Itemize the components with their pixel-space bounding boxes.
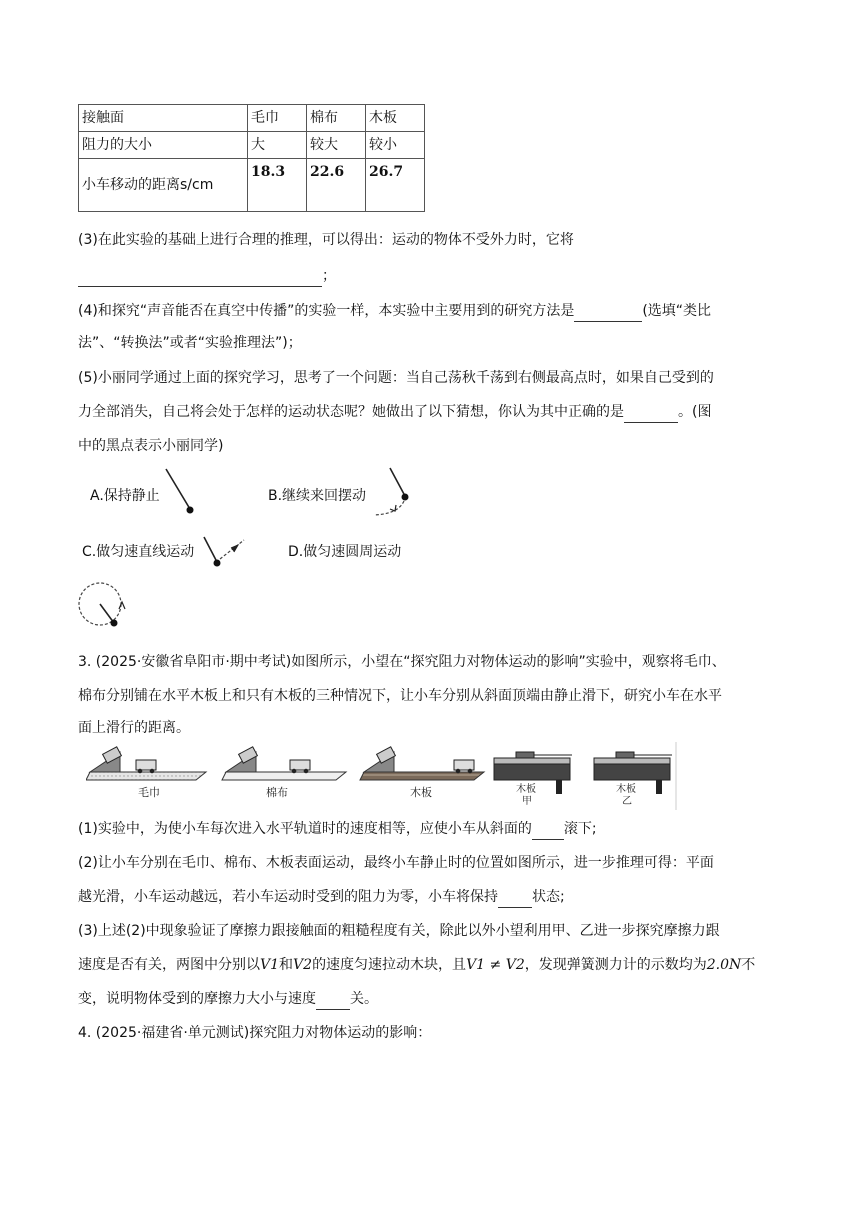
table-cell: 较大	[307, 132, 366, 159]
q4-intro-line	[78, 1022, 788, 1044]
answer-blank[interactable]	[532, 823, 564, 840]
table-header-row	[79, 105, 425, 132]
answer-blank[interactable]	[574, 305, 642, 322]
table-cell: 22.6	[307, 159, 366, 212]
fig-label: 木板	[516, 784, 536, 795]
q3-intro-text-b: 棉布分别铺在水平木板上和只有木板的三种情况下，让小车分别从斜面顶端由静止滑下，研究小车在水平	[78, 688, 722, 704]
force-value: 2.0N	[706, 957, 742, 973]
q3-part2-line2	[78, 886, 788, 908]
table-header-cell: 棉布	[307, 105, 366, 132]
fig-label: 木板	[616, 784, 636, 795]
fig-label: 毛巾	[138, 786, 160, 799]
answer-blank[interactable]	[316, 993, 350, 1010]
q2-part5-text: (5)小丽同学通过上面的探究学习，思考了一个问题：当自己荡秋千荡到右侧最高点时，如果自己受到的	[78, 370, 714, 386]
q2-part5-line2	[78, 401, 788, 423]
setup-jia-figure	[494, 752, 572, 807]
q3-part3-line2	[78, 954, 788, 976]
q3-intro-line1	[78, 651, 788, 673]
q3-part2-end: 状态;	[532, 889, 565, 905]
q3-part2-text: (2)让小车分别在毛巾、棉布、木板表面运动，最终小车静止时的位置如图所示，进一步推理可得：平面	[78, 855, 714, 871]
q2-part5-text-b: 力全部消失，自己将会处于怎样的运动状态呢？她做出了以下猜想，你认为其中正确的是	[78, 404, 624, 420]
fig-label-yi: 乙	[622, 796, 632, 807]
q2-part3-text: (3)在此实验的基础上进行合理的推理，可以得出：运动的物体不受外力时，它将	[78, 232, 574, 248]
q2-part4-line2	[78, 332, 788, 354]
q3-part1-line	[78, 818, 788, 840]
velocity-v1: V1	[260, 957, 280, 973]
velocity-v2: V2	[293, 957, 313, 973]
results-table	[78, 104, 425, 212]
q3-part2-line1	[78, 852, 788, 874]
q3-intro-line2	[78, 685, 788, 707]
q3-intro-text-c: 面上滑行的距离。	[78, 720, 190, 736]
q2-part5-text-d: 中的黑点表示小丽同学)	[78, 438, 224, 454]
answer-blank[interactable]	[498, 891, 532, 908]
pendulum-still-icon	[160, 466, 200, 518]
pendulum-linear-icon	[200, 535, 248, 571]
q2-part3-end: ；	[322, 268, 336, 284]
table-cell: 26.7	[366, 159, 425, 212]
table-header-cell: 接触面	[79, 105, 248, 132]
q2-part5-text-c: 。(图	[678, 404, 712, 420]
pendulum-circular-icon	[74, 582, 128, 628]
option-b-label[interactable]: B.继续来回摆动	[268, 488, 367, 504]
q3-part3-text-e: 不	[741, 957, 756, 973]
q2-part5-line1	[78, 367, 788, 389]
q3-part3-end: 关。	[350, 991, 378, 1007]
towel-setup-figure	[86, 747, 206, 799]
q3-part3-line1	[78, 920, 788, 942]
wood-setup-figure	[360, 747, 484, 799]
table-cell: 较小	[366, 132, 425, 159]
q3-part1-text: (1)实验中，为使小车每次进入水平轨道时的速度相等，应使小车从斜面的	[78, 821, 532, 837]
q3-intro-line3	[78, 717, 788, 739]
table-cell: 阻力的大小	[79, 132, 248, 159]
table-header-cell: 木板	[366, 105, 425, 132]
q3-part3-line3	[78, 988, 788, 1010]
q3-part3-text-b: 速度是否有关，两图中分别以	[78, 957, 260, 973]
q3-intro-text: 3. (2025·安徽省阜阳市·期中考试)如图所示，小望在“探究阻力对物体运动的影响”实验中，观察将毛巾、	[78, 654, 726, 670]
answer-blank[interactable]	[78, 270, 322, 287]
q2-part3-line1	[78, 229, 788, 251]
setup-yi-figure	[594, 752, 672, 807]
q2-part4-text-b: (选填“类比	[642, 303, 712, 319]
table-row	[79, 159, 425, 212]
q4-intro-text: 4. (2025·福建省·单元测试)探究阻力对物体运动的影响：	[78, 1025, 432, 1041]
velocity-inequality: V1 ≠ V2	[466, 957, 525, 973]
table-cell: 大	[248, 132, 307, 159]
q3-part3-text-d: ，发现弹簧测力计的示数均为	[524, 957, 707, 973]
table-header-cell: 毛巾	[248, 105, 307, 132]
q3-part2-text-b: 越光滑，小车运动越远，若小车运动时受到的阻力为零，小车将保持	[78, 889, 498, 905]
q2-part5-line3	[78, 435, 788, 457]
table-cell: 小车移动的距离s/cm	[79, 159, 248, 212]
answer-blank[interactable]	[624, 406, 678, 423]
experiment-figure	[86, 742, 680, 810]
table-row	[79, 132, 425, 159]
q2-part4-line1	[78, 300, 788, 322]
option-a-label[interactable]: A.保持静止	[90, 488, 160, 504]
fig-label-jia: 甲	[522, 796, 532, 807]
q3-part3-text-f: 变，说明物体受到的摩擦力大小与速度	[78, 991, 316, 1007]
q3-part3-and: 和	[279, 957, 294, 973]
cotton-setup-figure	[222, 747, 346, 799]
pendulum-swing-icon	[368, 466, 414, 522]
option-c-label[interactable]: C.做匀速直线运动	[82, 544, 195, 560]
table-cell: 18.3	[248, 159, 307, 212]
option-d-label[interactable]: D.做匀速圆周运动	[288, 544, 402, 560]
q2-part3-line2	[78, 265, 788, 287]
q2-part4-text: (4)和探究“声音能否在真空中传播”的实验一样，本实验中主要用到的研究方法是	[78, 303, 575, 319]
q3-part3-text-c: 的速度匀速拉动木块，且	[312, 957, 467, 973]
fig-label: 木板	[410, 786, 432, 799]
fig-label: 棉布	[266, 786, 288, 799]
q2-part4-text-c: 法”、“转换法”或者“实验推理法”)；	[78, 335, 302, 351]
q3-part3-text: (3)上述(2)中现象验证了摩擦力跟接触面的粗糙程度有关，除此以外小望利用甲、乙进一步探究摩擦力跟	[78, 923, 720, 939]
q3-part1-end: 滚下;	[563, 821, 597, 837]
